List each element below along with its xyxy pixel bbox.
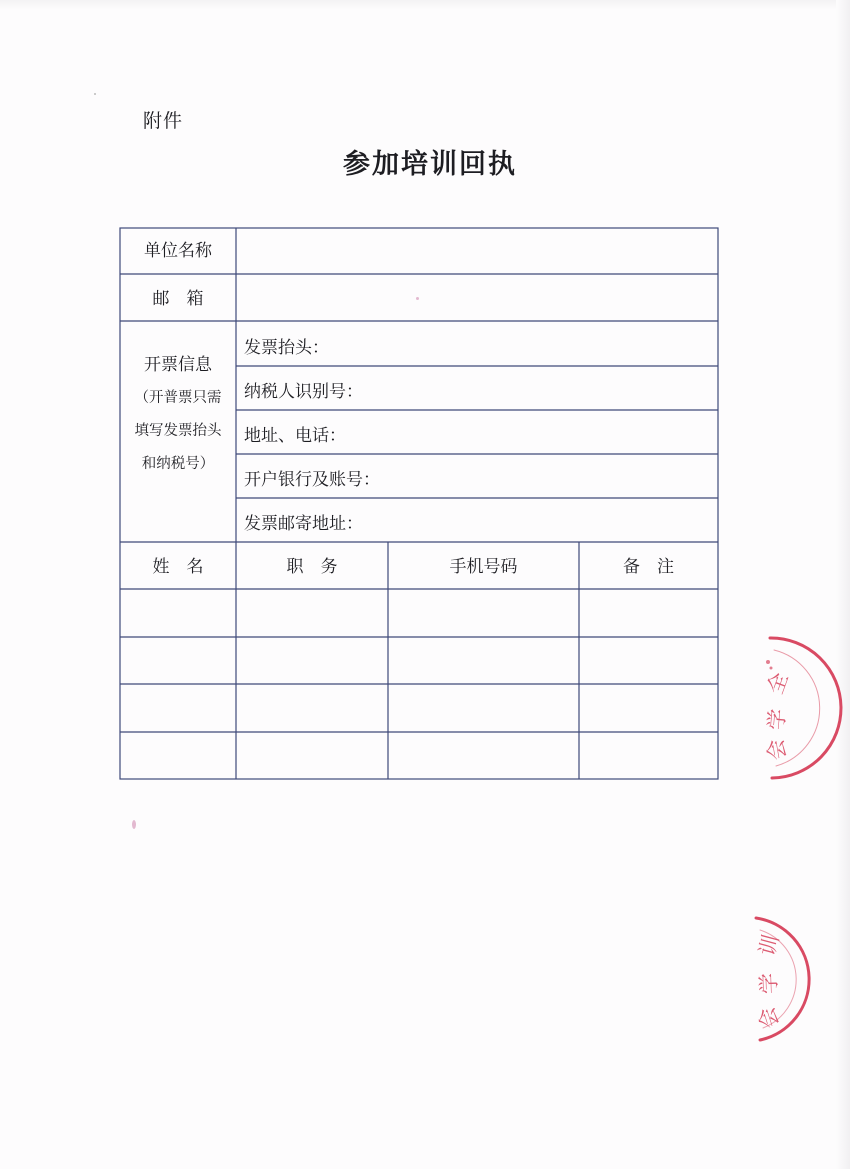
- invoice-note-line: 和纳税号）: [141, 456, 215, 472]
- invoice-info-label: 开票信息: [144, 355, 212, 375]
- col-header-position: 职 务: [286, 557, 338, 577]
- mailing-address-field[interactable]: 发票邮寄地址：: [244, 514, 363, 534]
- page-title: 参加培训回执: [343, 149, 517, 180]
- scan-speck: [416, 297, 419, 300]
- email-label: 邮 箱: [152, 289, 204, 309]
- col-header-remarks: 备 注: [623, 557, 674, 577]
- invoice-note-line: 填写发票抬头: [134, 423, 222, 439]
- address-phone-field[interactable]: 地址、电话：: [244, 426, 346, 446]
- svg-text:训: 训: [754, 932, 784, 959]
- org-name-label: 单位名称: [144, 241, 212, 261]
- svg-text:学: 学: [764, 707, 790, 731]
- bank-account-field[interactable]: 开户银行及账号：: [244, 470, 380, 490]
- col-header-name: 姓 名: [152, 557, 204, 577]
- taxpayer-id-field[interactable]: 纳税人识别号：: [244, 382, 363, 402]
- col-header-phone: 手机号码: [449, 557, 518, 577]
- scan-speck: [94, 93, 96, 95]
- svg-text:会: 会: [754, 1004, 784, 1032]
- invoice-note-line: （开普票只需: [134, 390, 222, 406]
- scan-speck: [132, 820, 136, 829]
- svg-text:全: 全: [763, 669, 793, 698]
- svg-text:学: 学: [756, 972, 782, 995]
- attachment-label: 附件: [143, 110, 184, 132]
- invoice-title-field[interactable]: 发票抬头：: [244, 338, 329, 358]
- svg-text:会: 会: [763, 737, 791, 763]
